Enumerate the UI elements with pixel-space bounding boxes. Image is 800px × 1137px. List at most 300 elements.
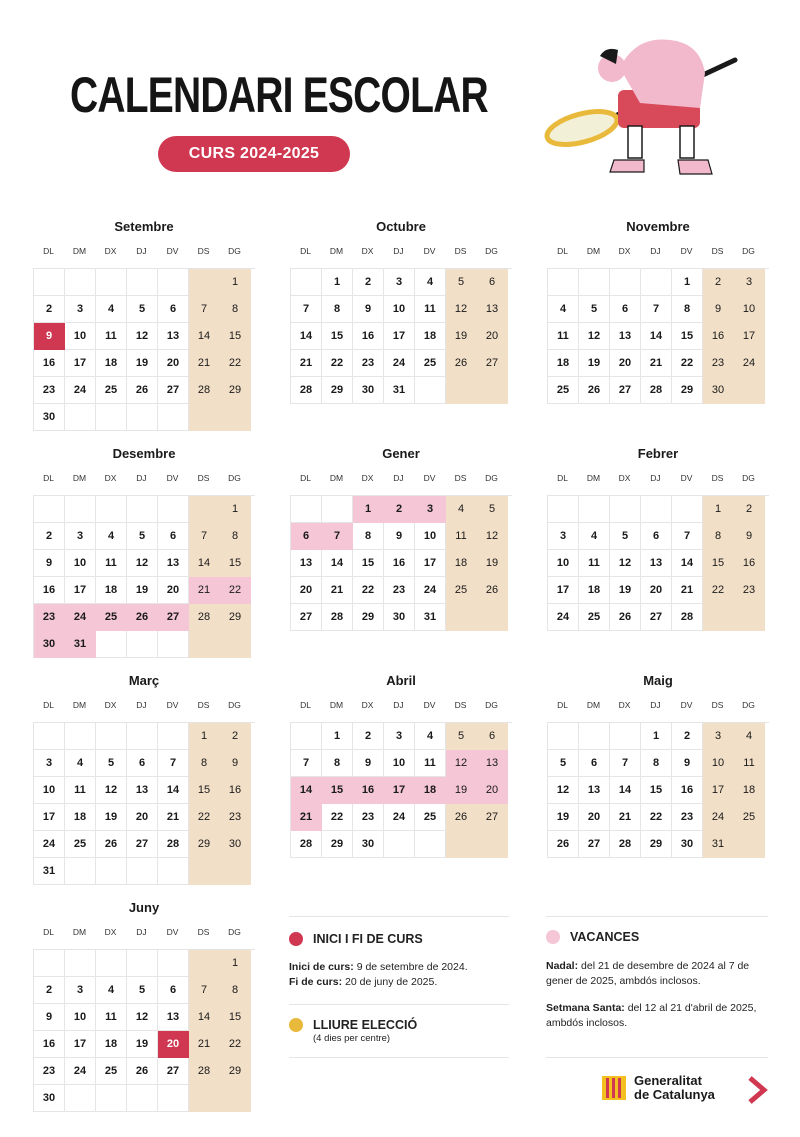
day-cell: 12 <box>548 777 579 804</box>
weekday-label: DM <box>586 473 601 483</box>
day-cell: 19 <box>127 350 158 377</box>
weekday-label: DV <box>680 473 693 483</box>
empty-cell <box>158 858 189 885</box>
course-badge: CURS 2024-2025 <box>158 136 350 172</box>
month-2 <box>547 218 769 404</box>
day-cell: 15 <box>220 323 251 350</box>
weekday-label: DL <box>300 473 311 483</box>
weekday-header <box>547 244 769 258</box>
weekday-label: DS <box>454 473 467 483</box>
empty-cell <box>127 858 158 885</box>
day-cell: 5 <box>579 296 610 323</box>
day-cell: 5 <box>127 977 158 1004</box>
day-cell: 25 <box>579 604 610 631</box>
day-cell: 21 <box>189 1031 220 1058</box>
day-cell: 30 <box>220 831 251 858</box>
day-cell: 4 <box>96 977 127 1004</box>
day-cell: 22 <box>703 577 734 604</box>
day-cell: 2 <box>220 723 251 750</box>
day-cell: 26 <box>96 831 127 858</box>
day-cell: 22 <box>672 350 703 377</box>
day-cell: 22 <box>322 350 353 377</box>
day-cell: 28 <box>189 604 220 631</box>
day-cell: 17 <box>65 577 96 604</box>
day-cell: 8 <box>703 523 734 550</box>
legend-inici-label: Inici de curs: <box>289 961 354 973</box>
day-cell: 24 <box>65 1058 96 1085</box>
empty-cell <box>477 604 508 631</box>
month-name: Novembre <box>626 219 690 234</box>
day-cell: 3 <box>384 269 415 296</box>
empty-cell <box>96 723 127 750</box>
day-cell: 5 <box>446 723 477 750</box>
legend-lliure-title: LLIURE ELECCIÓ <box>313 1018 418 1032</box>
day-cell: 26 <box>127 1058 158 1085</box>
day-cell: 15 <box>322 777 353 804</box>
day-cell: 20 <box>291 577 322 604</box>
day-cell: 8 <box>672 296 703 323</box>
month-name: Febrer <box>637 446 679 461</box>
legend-vacances-title: VACANCES <box>570 930 640 944</box>
weekday-label: DM <box>586 700 601 710</box>
day-cell: 10 <box>415 523 446 550</box>
weekday-label: DG <box>742 473 755 483</box>
day-cell: 24 <box>734 350 765 377</box>
day-cell: 23 <box>34 1058 65 1085</box>
legend-nadal-text: del 21 de desembre de 2024 al 7 de gener de 2025, ambdós inclosos. <box>546 960 750 987</box>
day-cell: 9 <box>734 523 765 550</box>
yellow-dot-icon <box>289 1018 303 1032</box>
month-0 <box>33 218 255 431</box>
day-cell: 28 <box>158 831 189 858</box>
day-cell: 8 <box>220 523 251 550</box>
empty-cell <box>291 496 322 523</box>
day-cell: 15 <box>641 777 672 804</box>
weekday-label: DX <box>361 246 374 256</box>
month-grid <box>290 495 512 631</box>
day-cell: 14 <box>641 323 672 350</box>
day-cell: 30 <box>34 631 65 658</box>
day-cell: 29 <box>672 377 703 404</box>
weekday-label: DJ <box>650 700 661 710</box>
weekday-label: DL <box>43 700 54 710</box>
day-cell: 13 <box>579 777 610 804</box>
day-cell: 3 <box>34 750 65 777</box>
empty-cell <box>446 604 477 631</box>
day-cell: 1 <box>189 723 220 750</box>
day-cell: 17 <box>734 323 765 350</box>
day-cell: 14 <box>672 550 703 577</box>
day-cell: 11 <box>548 323 579 350</box>
day-cell: 16 <box>703 323 734 350</box>
weekday-label: DG <box>485 473 498 483</box>
day-cell: 23 <box>672 804 703 831</box>
divider <box>289 1057 509 1058</box>
day-cell: 27 <box>610 377 641 404</box>
legend-lliure-sub: (4 dies per centre) <box>313 1033 391 1044</box>
day-cell: 31 <box>34 858 65 885</box>
day-cell: 3 <box>65 296 96 323</box>
day-cell: 6 <box>158 977 189 1004</box>
page-title: CALENDARI ESCOLAR <box>70 67 488 123</box>
day-cell: 21 <box>322 577 353 604</box>
day-cell: 19 <box>548 804 579 831</box>
empty-cell <box>446 377 477 404</box>
empty-cell <box>65 858 96 885</box>
weekday-header <box>33 925 255 939</box>
weekday-label: DM <box>72 473 87 483</box>
weekday-label: DM <box>72 927 87 937</box>
day-cell: 11 <box>96 1004 127 1031</box>
day-cell: 16 <box>384 550 415 577</box>
day-cell: 22 <box>641 804 672 831</box>
day-cell: 2 <box>703 269 734 296</box>
day-cell: 16 <box>353 323 384 350</box>
month-grid <box>290 722 512 858</box>
day-cell: 29 <box>353 604 384 631</box>
day-cell: 2 <box>384 496 415 523</box>
day-cell: 26 <box>477 577 508 604</box>
empty-cell <box>579 723 610 750</box>
day-cell: 17 <box>384 777 415 804</box>
day-cell: 9 <box>34 1004 65 1031</box>
day-cell: 2 <box>734 496 765 523</box>
brand-line2: de Catalunya <box>634 1087 715 1102</box>
day-cell: 13 <box>291 550 322 577</box>
day-cell: 15 <box>672 323 703 350</box>
day-cell: 8 <box>220 296 251 323</box>
day-cell: 15 <box>703 550 734 577</box>
day-cell: 18 <box>579 577 610 604</box>
legend-lliure-eleccio <box>289 1018 514 1044</box>
day-cell: 12 <box>446 296 477 323</box>
day-cell: 15 <box>353 550 384 577</box>
day-cell: 21 <box>158 804 189 831</box>
weekday-label: DS <box>197 246 210 256</box>
day-cell: 2 <box>34 296 65 323</box>
empty-cell <box>65 723 96 750</box>
day-cell: 3 <box>65 523 96 550</box>
day-cell: 9 <box>34 323 65 350</box>
day-cell: 10 <box>384 296 415 323</box>
day-cell: 7 <box>322 523 353 550</box>
day-cell: 13 <box>158 1004 189 1031</box>
month-grid <box>547 495 769 631</box>
day-cell: 5 <box>446 269 477 296</box>
day-cell: 9 <box>34 550 65 577</box>
empty-cell <box>65 269 96 296</box>
day-cell: 24 <box>384 804 415 831</box>
month-name: Gener <box>382 446 420 461</box>
month-grid <box>33 722 255 885</box>
weekday-label: DS <box>454 700 467 710</box>
day-cell: 7 <box>672 523 703 550</box>
day-cell: 20 <box>477 777 508 804</box>
day-cell: 6 <box>610 296 641 323</box>
day-cell: 30 <box>34 1085 65 1112</box>
day-cell: 27 <box>158 1058 189 1085</box>
weekday-label: DV <box>166 700 179 710</box>
day-cell: 4 <box>415 723 446 750</box>
day-cell: 12 <box>477 523 508 550</box>
weekday-label: DL <box>300 700 311 710</box>
empty-cell <box>548 496 579 523</box>
legend-inici-title: INICI I FI DE CURS <box>313 932 423 946</box>
pink-dot-icon <box>546 930 560 944</box>
day-cell: 11 <box>734 750 765 777</box>
day-cell: 10 <box>34 777 65 804</box>
day-cell: 2 <box>353 269 384 296</box>
empty-cell <box>127 723 158 750</box>
empty-cell <box>158 723 189 750</box>
day-cell: 3 <box>65 977 96 1004</box>
weekday-label: DJ <box>650 473 661 483</box>
weekday-label: DM <box>329 246 344 256</box>
empty-cell <box>127 404 158 431</box>
day-cell: 11 <box>415 296 446 323</box>
month-grid <box>33 949 255 1112</box>
day-cell: 7 <box>189 977 220 1004</box>
weekday-label: DS <box>197 473 210 483</box>
day-cell: 22 <box>220 577 251 604</box>
weekday-label: DL <box>300 246 311 256</box>
day-cell: 3 <box>415 496 446 523</box>
day-cell: 8 <box>189 750 220 777</box>
day-cell: 10 <box>65 323 96 350</box>
day-cell: 16 <box>220 777 251 804</box>
empty-cell <box>641 269 672 296</box>
weekday-label: DJ <box>136 700 147 710</box>
day-cell: 23 <box>734 577 765 604</box>
day-cell: 11 <box>415 750 446 777</box>
empty-cell <box>579 269 610 296</box>
month-grid <box>547 268 769 404</box>
day-cell: 14 <box>158 777 189 804</box>
empty-cell <box>579 496 610 523</box>
weekday-label: DX <box>361 473 374 483</box>
day-cell: 16 <box>353 777 384 804</box>
day-cell: 19 <box>446 323 477 350</box>
divider <box>546 1057 768 1058</box>
empty-cell <box>96 858 127 885</box>
day-cell: 27 <box>127 831 158 858</box>
day-cell: 3 <box>548 523 579 550</box>
day-cell: 27 <box>477 804 508 831</box>
day-cell: 13 <box>477 750 508 777</box>
day-cell: 7 <box>158 750 189 777</box>
day-cell: 17 <box>548 577 579 604</box>
weekday-label: DL <box>557 246 568 256</box>
day-cell: 6 <box>641 523 672 550</box>
day-cell: 18 <box>446 550 477 577</box>
day-cell: 7 <box>610 750 641 777</box>
empty-cell <box>127 1085 158 1112</box>
day-cell: 11 <box>96 323 127 350</box>
day-cell: 25 <box>548 377 579 404</box>
day-cell: 26 <box>548 831 579 858</box>
weekday-label: DG <box>485 700 498 710</box>
empty-cell <box>158 1085 189 1112</box>
day-cell: 14 <box>291 323 322 350</box>
weekday-label: DG <box>228 927 241 937</box>
day-cell: 4 <box>415 269 446 296</box>
weekday-label: DL <box>43 473 54 483</box>
day-cell: 19 <box>610 577 641 604</box>
day-cell: 21 <box>291 350 322 377</box>
empty-cell <box>415 831 446 858</box>
day-cell: 10 <box>734 296 765 323</box>
weekday-label: DG <box>485 246 498 256</box>
day-cell: 18 <box>415 323 446 350</box>
day-cell: 24 <box>34 831 65 858</box>
weekday-label: DG <box>228 246 241 256</box>
weekday-label: DS <box>711 700 724 710</box>
day-cell: 5 <box>548 750 579 777</box>
empty-cell <box>477 377 508 404</box>
legend-setmana-label: Setmana Santa: <box>546 1002 625 1014</box>
divider <box>289 916 509 917</box>
day-cell: 26 <box>127 604 158 631</box>
day-cell: 1 <box>322 723 353 750</box>
day-cell: 26 <box>446 804 477 831</box>
empty-cell <box>477 831 508 858</box>
day-cell: 6 <box>158 296 189 323</box>
empty-cell <box>189 1085 220 1112</box>
weekday-label: DS <box>711 246 724 256</box>
day-cell: 31 <box>384 377 415 404</box>
weekday-label: DV <box>680 700 693 710</box>
day-cell: 5 <box>96 750 127 777</box>
weekday-label: DM <box>586 246 601 256</box>
day-cell: 22 <box>353 577 384 604</box>
day-cell: 21 <box>610 804 641 831</box>
day-cell: 21 <box>189 577 220 604</box>
weekday-label: DV <box>423 246 436 256</box>
divider <box>546 916 768 917</box>
day-cell: 20 <box>127 804 158 831</box>
day-cell: 17 <box>415 550 446 577</box>
day-cell: 25 <box>65 831 96 858</box>
empty-cell <box>96 269 127 296</box>
weekday-label: DV <box>680 246 693 256</box>
day-cell: 4 <box>734 723 765 750</box>
empty-cell <box>734 831 765 858</box>
weekday-label: DL <box>557 700 568 710</box>
weekday-label: DS <box>197 927 210 937</box>
empty-cell <box>446 831 477 858</box>
empty-cell <box>96 631 127 658</box>
day-cell: 24 <box>703 804 734 831</box>
weekday-label: DX <box>618 700 631 710</box>
empty-cell <box>96 404 127 431</box>
weekday-label: DL <box>43 246 54 256</box>
generalitat-logo <box>602 1074 715 1102</box>
day-cell: 11 <box>446 523 477 550</box>
day-cell: 27 <box>477 350 508 377</box>
day-cell: 26 <box>579 377 610 404</box>
month-grid <box>290 268 512 404</box>
day-cell: 15 <box>189 777 220 804</box>
day-cell: 10 <box>703 750 734 777</box>
day-cell: 12 <box>127 323 158 350</box>
weekday-header <box>33 244 255 258</box>
day-cell: 29 <box>220 377 251 404</box>
day-cell: 11 <box>96 550 127 577</box>
day-cell: 13 <box>477 296 508 323</box>
weekday-label: DX <box>104 473 117 483</box>
day-cell: 22 <box>220 350 251 377</box>
day-cell: 20 <box>158 1031 189 1058</box>
weekday-label: DJ <box>393 473 404 483</box>
day-cell: 14 <box>189 550 220 577</box>
empty-cell <box>127 496 158 523</box>
weekday-label: DX <box>618 246 631 256</box>
weekday-label: DS <box>197 700 210 710</box>
day-cell: 14 <box>189 323 220 350</box>
day-cell: 11 <box>65 777 96 804</box>
brand-line1: Generalitat <box>634 1073 702 1088</box>
day-cell: 8 <box>220 977 251 1004</box>
day-cell: 18 <box>734 777 765 804</box>
day-cell: 1 <box>703 496 734 523</box>
day-cell: 8 <box>322 750 353 777</box>
empty-cell <box>322 496 353 523</box>
day-cell: 25 <box>415 804 446 831</box>
empty-cell <box>158 404 189 431</box>
day-cell: 9 <box>353 296 384 323</box>
day-cell: 27 <box>579 831 610 858</box>
empty-cell <box>127 269 158 296</box>
day-cell: 28 <box>291 831 322 858</box>
day-cell: 10 <box>548 550 579 577</box>
weekday-label: DX <box>618 473 631 483</box>
legend-vacances <box>546 930 768 1031</box>
empty-cell <box>34 496 65 523</box>
day-cell: 28 <box>189 377 220 404</box>
legend-inici-fi <box>289 932 514 990</box>
weekday-label: DM <box>329 700 344 710</box>
day-cell: 23 <box>353 804 384 831</box>
day-cell: 16 <box>734 550 765 577</box>
day-cell: 23 <box>220 804 251 831</box>
month-grid <box>547 722 769 858</box>
month-name: Juny <box>128 900 160 915</box>
day-cell: 26 <box>610 604 641 631</box>
senyera-icon <box>602 1076 626 1100</box>
day-cell: 21 <box>189 350 220 377</box>
day-cell: 20 <box>610 350 641 377</box>
day-cell: 14 <box>291 777 322 804</box>
day-cell: 22 <box>322 804 353 831</box>
weekday-header <box>33 698 255 712</box>
day-cell: 30 <box>353 377 384 404</box>
day-cell: 28 <box>610 831 641 858</box>
empty-cell <box>34 269 65 296</box>
day-cell: 24 <box>548 604 579 631</box>
day-cell: 13 <box>158 323 189 350</box>
day-cell: 31 <box>65 631 96 658</box>
month-8 <box>547 672 769 858</box>
day-cell: 8 <box>353 523 384 550</box>
day-cell: 9 <box>353 750 384 777</box>
day-cell: 18 <box>548 350 579 377</box>
month-name: Octubre <box>376 219 426 234</box>
day-cell: 29 <box>220 604 251 631</box>
day-cell: 17 <box>65 350 96 377</box>
day-cell: 12 <box>610 550 641 577</box>
day-cell: 19 <box>446 777 477 804</box>
day-cell: 7 <box>641 296 672 323</box>
